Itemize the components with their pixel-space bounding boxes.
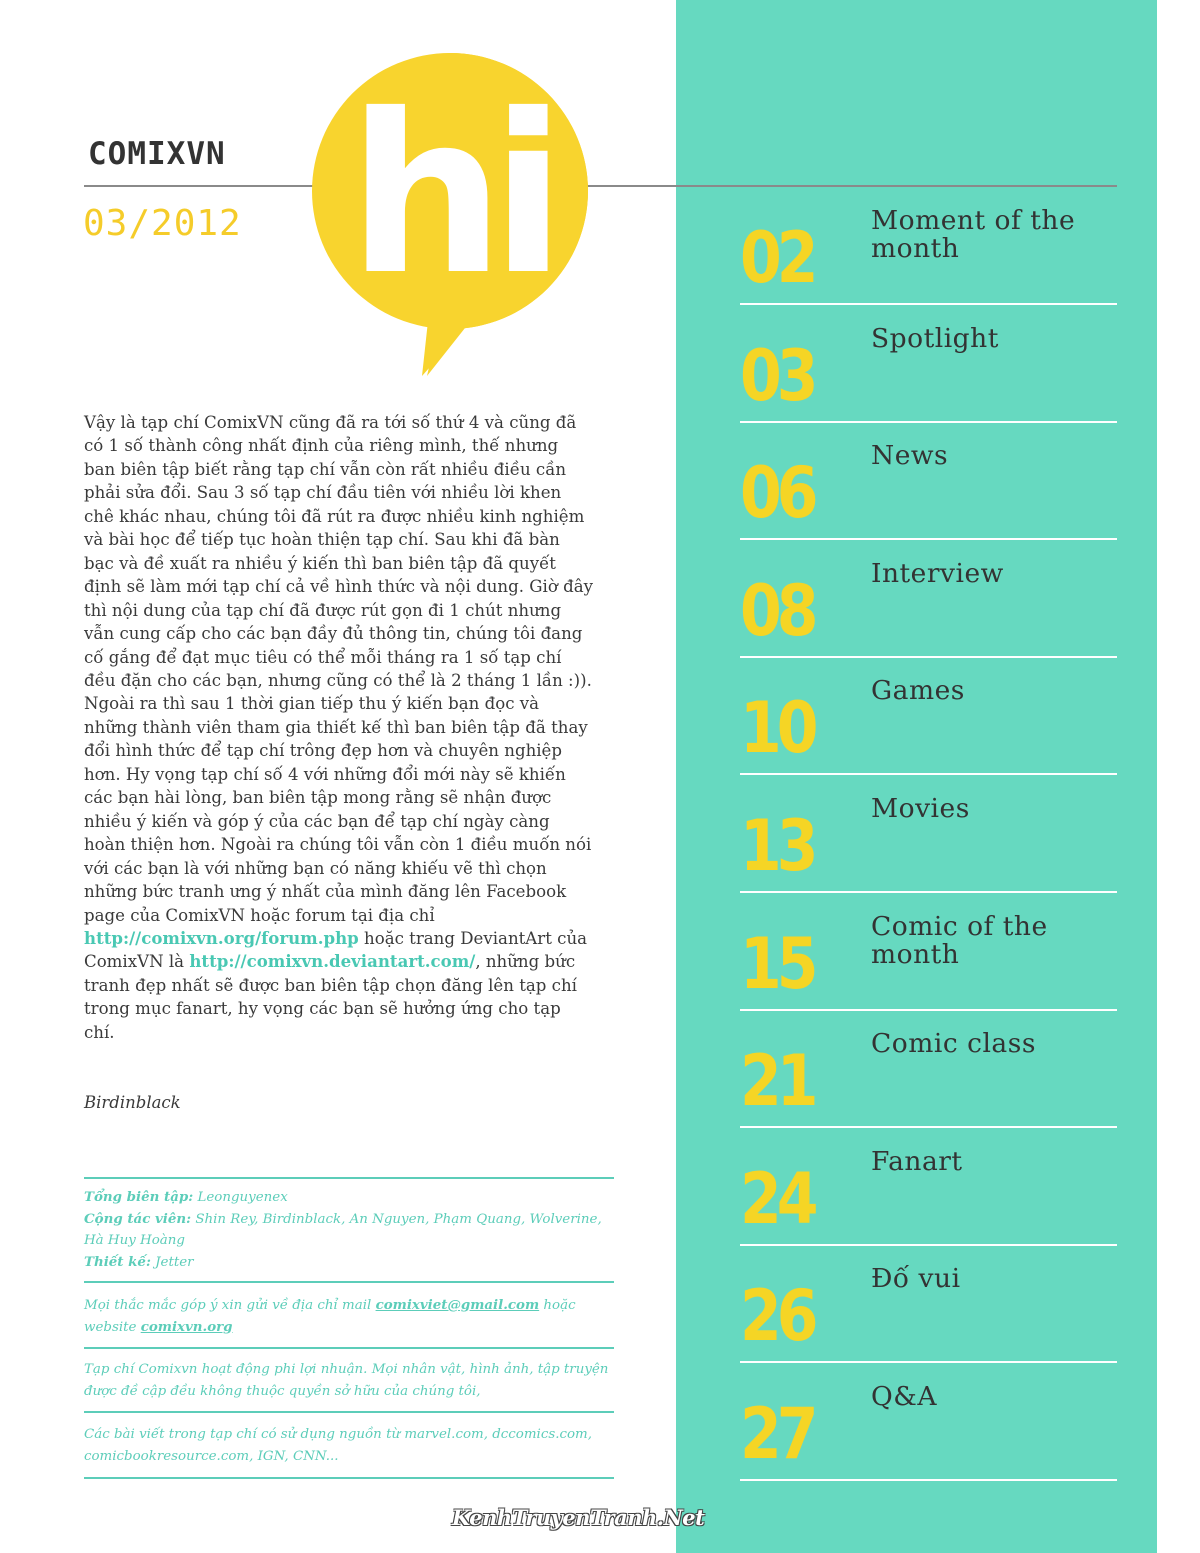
- toc-entry[interactable]: [740, 440, 1117, 535]
- toc-page-number: 10: [740, 687, 814, 770]
- toc-page-number: 21: [740, 1040, 814, 1123]
- toc-divider: [740, 1479, 1117, 1481]
- toc-title: Spotlight: [871, 322, 999, 354]
- toc-title: Q&A: [871, 1381, 937, 1412]
- toc-title: Interview: [871, 557, 1004, 589]
- toc-divider: [740, 421, 1117, 423]
- contributors-value: Shin Rey, Birdinblack, An Nguyen, Phạm Quang, Wolverine, Hà Huy Hoàng: [84, 1211, 602, 1248]
- logo-text: hi: [347, 67, 553, 323]
- toc-page-number: 13: [740, 805, 814, 888]
- toc-title: News: [871, 440, 949, 472]
- toc-title: Comic class: [871, 1028, 1036, 1060]
- toc-divider: [740, 1009, 1117, 1011]
- intro-text: [84, 411, 594, 1044]
- editor-value: Leonguyenex: [193, 1190, 288, 1205]
- toc-page-number: 06: [740, 452, 814, 535]
- toc-page-number: 27: [740, 1393, 814, 1476]
- contributors-label: Cộng tác viên:: [84, 1210, 192, 1227]
- design-label: Thiết kế:: [84, 1253, 151, 1270]
- toc-entry[interactable]: [740, 1145, 1117, 1241]
- credits-sources: Các bài viết trong tạp chí có sử dụng nguồn từ marvel.com, dccomics.com, comicbookresource.com, IGN, CNN...: [84, 1427, 592, 1464]
- toc-entry[interactable]: [740, 557, 1117, 653]
- toc-entry[interactable]: [740, 1028, 1117, 1123]
- issue-date: 03/2012: [83, 203, 242, 244]
- toc-title: Comic of the month: [871, 910, 1048, 970]
- toc-divider: [740, 1361, 1117, 1363]
- toc-divider: [740, 891, 1117, 893]
- toc-entry[interactable]: [740, 910, 1117, 1006]
- contact-email-link[interactable]: comixviet@gmail.com: [375, 1297, 540, 1313]
- design-value: Jetter: [150, 1254, 194, 1270]
- toc-divider: [740, 1244, 1117, 1246]
- toc-page-number: 26: [740, 1275, 814, 1358]
- toc-entry[interactable]: [740, 793, 1117, 888]
- toc-title: Đố vui: [871, 1263, 961, 1295]
- signature: Birdinblack: [84, 1093, 181, 1112]
- header-divider: [84, 185, 1117, 187]
- toc-page-number: 24: [740, 1157, 814, 1241]
- toc-page-number: 08: [740, 569, 814, 653]
- toc-entry[interactable]: [740, 675, 1117, 770]
- magazine-name: COMIXVN: [88, 136, 226, 172]
- contact-mid: hoặc website: [84, 1298, 576, 1335]
- forum-link[interactable]: http://comixvn.org/forum.php: [84, 927, 359, 948]
- credits-rule: [84, 1411, 614, 1413]
- toc-entry[interactable]: [740, 205, 1117, 300]
- toc-title: Movies: [871, 793, 970, 824]
- watermark: KenhTruyenTranh.Net: [452, 1505, 705, 1530]
- editor-label: Tổng biên tập:: [84, 1189, 194, 1205]
- credits-nonprofit: Tạp chí Comixvn hoạt động phi lợi nhuận. Mọi nhân vật, hình ảnh, tập truyện được đề cập đều không thuộc quyền sở hữu của chúng tôi,: [84, 1362, 609, 1399]
- toc-title: Moment of the month: [871, 205, 1076, 264]
- credits-rule: [84, 1177, 614, 1179]
- credits-staff: [84, 1187, 614, 1273]
- toc-entry[interactable]: [740, 1381, 1117, 1476]
- deviantart-link[interactable]: http://comixvn.deviantart.com/: [189, 951, 476, 972]
- credits-rule: [84, 1477, 614, 1479]
- toc-entry[interactable]: [740, 1263, 1117, 1358]
- toc-divider: [740, 656, 1117, 658]
- contact-site-link[interactable]: comixvn.org: [140, 1318, 233, 1335]
- toc-divider: [740, 303, 1117, 305]
- toc-entry[interactable]: [740, 322, 1117, 418]
- toc-page-number: 03: [740, 334, 814, 418]
- toc-page-number: 02: [740, 217, 814, 300]
- intro-body: Vậy là tạp chí ComixVN cũng đã ra tới số thứ 4 và cũng đã có 1 số thành công nhất định của riêng mình, thế nhưng ban biên tập biết rằng tạp chí vẫn còn rất nhiều điều cần phải sửa đổi. Sau 3 số tạp chí đầu tiên với nhiều lời khen chê khác nhau, chúng tôi đã rút ra được nhiều kinh nghiệm và bài học để tiếp tục hoàn thiện tạp chí. Sau khi đã bàn bạc và đề xuất ra nhiều ý kiến thì ban biên tập đã quyết định sẽ làm mới tạp chí cả về hình thức và nội dung. Giờ đây thì nội dung của tạp chí đã được rút gọn đi 1 chút nhưng vẫn cung cấp cho các bạn đầy đủ thông tin, chúng tôi đang cố gắng để đạt mục tiêu có thể mỗi tháng ra 1 số tạp chí đều đặn cho các bạn, nhưng cũng có thể là 2 tháng 1 lần :)). Ngoài ra thì sau 1 thời gian tiếp thu ý kiến bạn đọc và những thành viên tham gia thiết kế thì ban biên tập đã thay đổi hình thức để tạp chí trông đẹp hơn và chuyên nghiệp hơn. Hy vọng tạp chí số 4 với những đổi mới này sẽ khiến các bạn hài lòng, ban biên tập mong rằng sẽ nhận được nhiều ý kiến và góp ý của các bạn để tạp chí ngày càng hoàn thiện hơn. Ngoài ra chúng tôi vẫn còn 1 điều muốn nói với các bạn là với những bạn có năng khiếu vẽ thì chọn những bức tranh ưng ý nhất của mình đăng lên Facebook page của ComixVN hoặc forum tại địa chỉ: [84, 413, 593, 925]
- intro-mid: hoặc trang DeviantArt của ComixVN là: [84, 928, 588, 972]
- toc-divider: [740, 538, 1117, 540]
- toc-divider: [740, 1126, 1117, 1128]
- hi-logo-bubble: [300, 46, 600, 386]
- intro-end: , những bức tranh đẹp nhất sẽ được ban biên tập chọn đăng lên tạp chí trong mục fanart, hy vọng các bạn sẽ hưởng ứng cho tạp chí.: [84, 952, 577, 1042]
- toc-page-number: 15: [740, 922, 814, 1006]
- contact-text: Mọi thắc mắc góp ý xin gửi về địa chỉ mail: [84, 1298, 376, 1313]
- toc-divider: [740, 773, 1117, 775]
- toc-title: Fanart: [871, 1145, 963, 1177]
- toc-title: Games: [871, 675, 965, 707]
- credits-rule: [84, 1347, 614, 1349]
- credits-contact: [84, 1295, 614, 1338]
- credits-rule: [84, 1281, 614, 1283]
